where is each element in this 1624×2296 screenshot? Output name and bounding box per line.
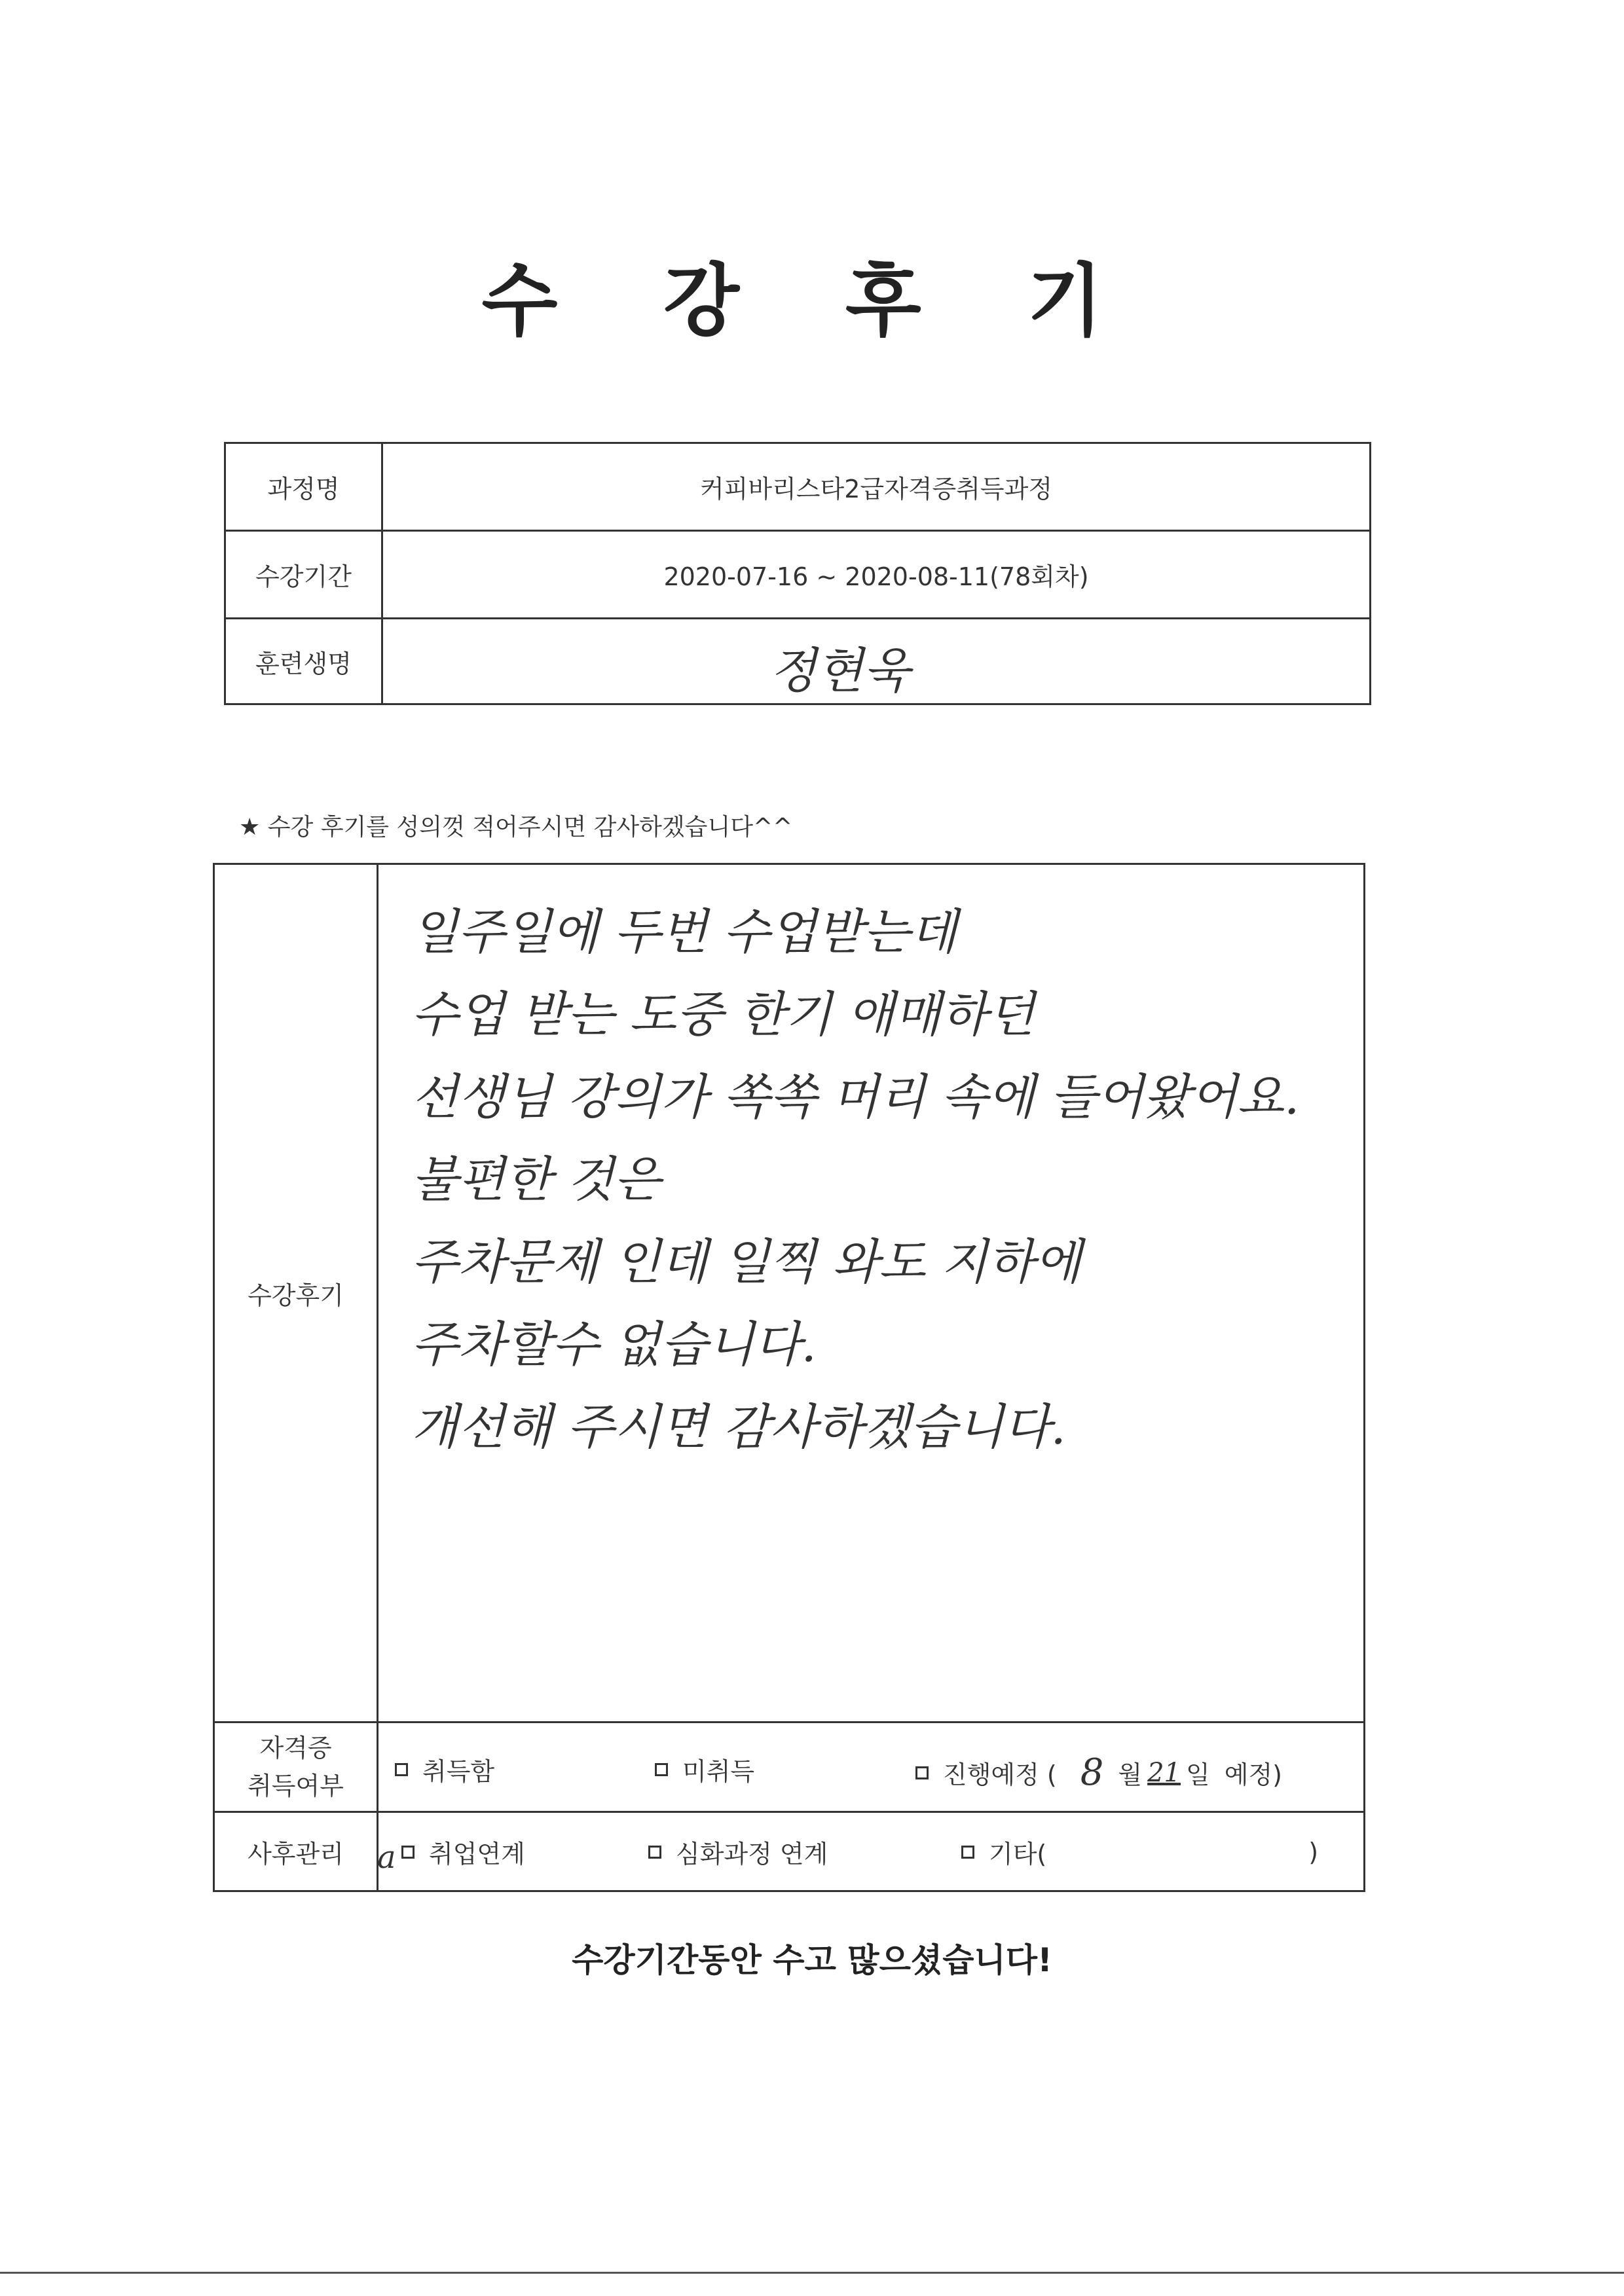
option-advanced-course[interactable]: [648, 1834, 828, 1870]
checkbox-icon[interactable]: [648, 1846, 661, 1859]
day-handwriting: 21: [1147, 1757, 1181, 1788]
aftercare-label: 사후관리: [215, 1813, 378, 1890]
checkbox-icon[interactable]: [395, 1763, 408, 1776]
course-name-value: 커피바리스타2급자격증취득과정: [699, 475, 1053, 503]
review-line: 수업 받는 도중 한기 애매하던: [411, 987, 1035, 1043]
review-line: 개선해 주시면 감사하겠습니다.: [411, 1399, 1066, 1455]
month-unit: 월: [1118, 1760, 1143, 1789]
course-info-table: [224, 442, 1371, 705]
review-label: 수강후기: [215, 865, 378, 1721]
option-other-close: ): [1308, 1837, 1319, 1867]
checkbox-icon[interactable]: [655, 1763, 668, 1776]
review-handwriting: [411, 891, 1337, 1468]
review-line: 주차문제 인데 일찍 와도 지하에: [411, 1234, 1082, 1290]
option-acquired-label: 취득함: [422, 1757, 495, 1786]
option-advanced-course-label: 심화과정 연계: [676, 1840, 828, 1868]
review-line: 일주일에 두번 수업받는데: [411, 904, 957, 960]
certificate-label-line1: 자격증: [259, 1734, 332, 1762]
aftercare-handwritten-mark: a: [377, 1839, 396, 1876]
course-name-row: [226, 444, 1369, 532]
trainee-name-label: 훈련생명: [226, 619, 383, 703]
checkbox-icon[interactable]: [401, 1846, 415, 1859]
divider: [215, 1811, 1363, 1813]
page-bottom-edge: [0, 2272, 1624, 2274]
trainee-name-value: [383, 619, 1369, 703]
notice-text: ★ 수강 후기를 성의껏 적어주시면 감사하겠습니다^^: [239, 814, 793, 841]
planned-suffix: 예정): [1224, 1760, 1282, 1789]
option-employment[interactable]: [401, 1834, 525, 1870]
day-unit: 일: [1186, 1760, 1210, 1789]
option-other-label: 기타(: [989, 1840, 1047, 1868]
page-title: 수 강 후 기: [481, 256, 1143, 347]
certificate-label-line2: 취득여부: [248, 1772, 344, 1800]
divider: [215, 1721, 1363, 1723]
review-line: 선생님 강의가 쏙쏙 머리 속에 들어왔어요.: [411, 1069, 1300, 1125]
course-period-value: 2020-07-16 ~ 2020-08-11(78회차): [663, 562, 1089, 591]
option-employment-label: 취업연계: [429, 1840, 525, 1868]
review-table: [213, 863, 1365, 1892]
trainee-name-row: [226, 619, 1369, 703]
review-line: 불편한 것은: [411, 1152, 661, 1208]
trainee-name-handwriting: 정현욱: [769, 643, 910, 699]
closing-message: 수강기간동안 수고 많으셨습니다!: [572, 1941, 1052, 1979]
option-other[interactable]: [961, 1834, 1318, 1870]
course-period-row: [226, 532, 1369, 619]
option-acquired[interactable]: [395, 1751, 494, 1787]
month-handwriting: 8: [1080, 1751, 1104, 1794]
review-line: 주차할수 없습니다.: [411, 1317, 817, 1373]
certificate-label: [215, 1723, 378, 1811]
checkbox-icon[interactable]: [915, 1766, 929, 1779]
course-period-label: 수강기간: [226, 532, 383, 617]
checkbox-icon[interactable]: [961, 1846, 974, 1859]
option-not-acquired[interactable]: [655, 1751, 754, 1787]
option-in-progress[interactable]: [915, 1751, 1282, 1794]
option-not-acquired-label: 미취득: [682, 1757, 755, 1786]
option-in-progress-label: 진행예정 (: [943, 1760, 1057, 1789]
course-name-label: 과정명: [226, 444, 383, 530]
